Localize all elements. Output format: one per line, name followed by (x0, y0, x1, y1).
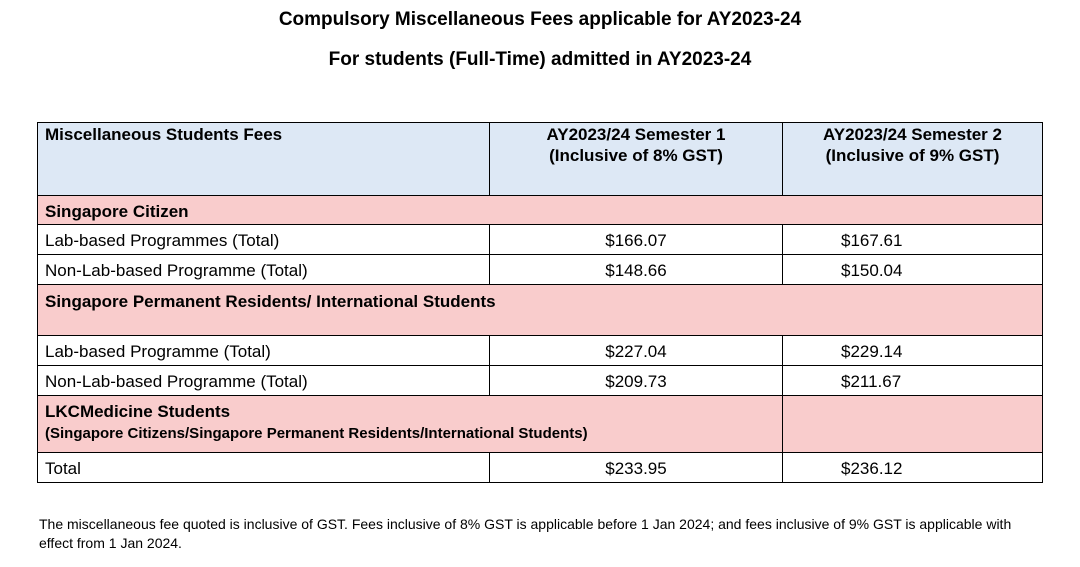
section-subtitle: (Singapore Citizens/Singapore Permanent Residents/International Students) (45, 425, 588, 442)
table-row (38, 255, 1043, 285)
row-label: Non-Lab-based Programme (Total) (38, 366, 490, 396)
row-label: Non-Lab-based Programme (Total) (38, 255, 490, 285)
row-label: Lab-based Programme (Total) (38, 336, 490, 366)
page-title: Compulsory Miscellaneous Fees applicable for AY2023-24 (278, 9, 802, 30)
row-sem1-fee: $148.66 (490, 255, 783, 285)
header-semester-1-gst: (Inclusive of 8% GST) (549, 146, 723, 165)
header-fees: Miscellaneous Students Fees (38, 123, 490, 196)
section-title: Singapore Permanent Residents/ International Students (38, 285, 1043, 336)
table-row (38, 453, 1043, 483)
row-label: Lab-based Programmes (Total) (38, 225, 490, 255)
header-semester-2-gst: (Inclusive of 9% GST) (825, 146, 1000, 165)
fees-table (37, 122, 1043, 483)
section-row-singapore-citizen (38, 196, 1043, 225)
header-semester-1-title: AY2023/24 Semester 1 (546, 125, 726, 144)
row-sem2-fee: $229.14 (783, 336, 1043, 366)
section-empty-cell (783, 396, 1043, 453)
row-sem2-fee: $236.12 (783, 453, 1043, 483)
header-semester-2 (783, 123, 1043, 196)
table-header-row (38, 123, 1043, 196)
header-semester-2-title: AY2023/24 Semester 2 (823, 125, 1002, 144)
page-subtitle: For students (Full-Time) admitted in AY2023-24 (328, 49, 752, 70)
row-sem1-fee: $166.07 (490, 225, 783, 255)
row-sem1-fee: $227.04 (490, 336, 783, 366)
table-row (38, 336, 1043, 366)
section-title-block (38, 396, 783, 453)
table-row (38, 225, 1043, 255)
section-row-pr-international (38, 285, 1043, 336)
row-sem1-fee: $209.73 (490, 366, 783, 396)
table-row (38, 366, 1043, 396)
section-row-lkcmedicine (38, 396, 1043, 453)
row-label: Total (38, 453, 490, 483)
header-semester-1 (490, 123, 783, 196)
gst-footnote: The miscellaneous fee quoted is inclusive of GST. Fees inclusive of 8% GST is applicable before 1 Jan 2024; and fees inclusive of 9% GST is applicable with effect from 1 Jan 2024. (39, 516, 1012, 551)
row-sem2-fee: $150.04 (783, 255, 1043, 285)
section-title: Singapore Citizen (38, 196, 1043, 225)
row-sem2-fee: $211.67 (783, 366, 1043, 396)
section-title: LKCMedicine Students (45, 402, 231, 421)
row-sem2-fee: $167.61 (783, 225, 1043, 255)
row-sem1-fee: $233.95 (490, 453, 783, 483)
